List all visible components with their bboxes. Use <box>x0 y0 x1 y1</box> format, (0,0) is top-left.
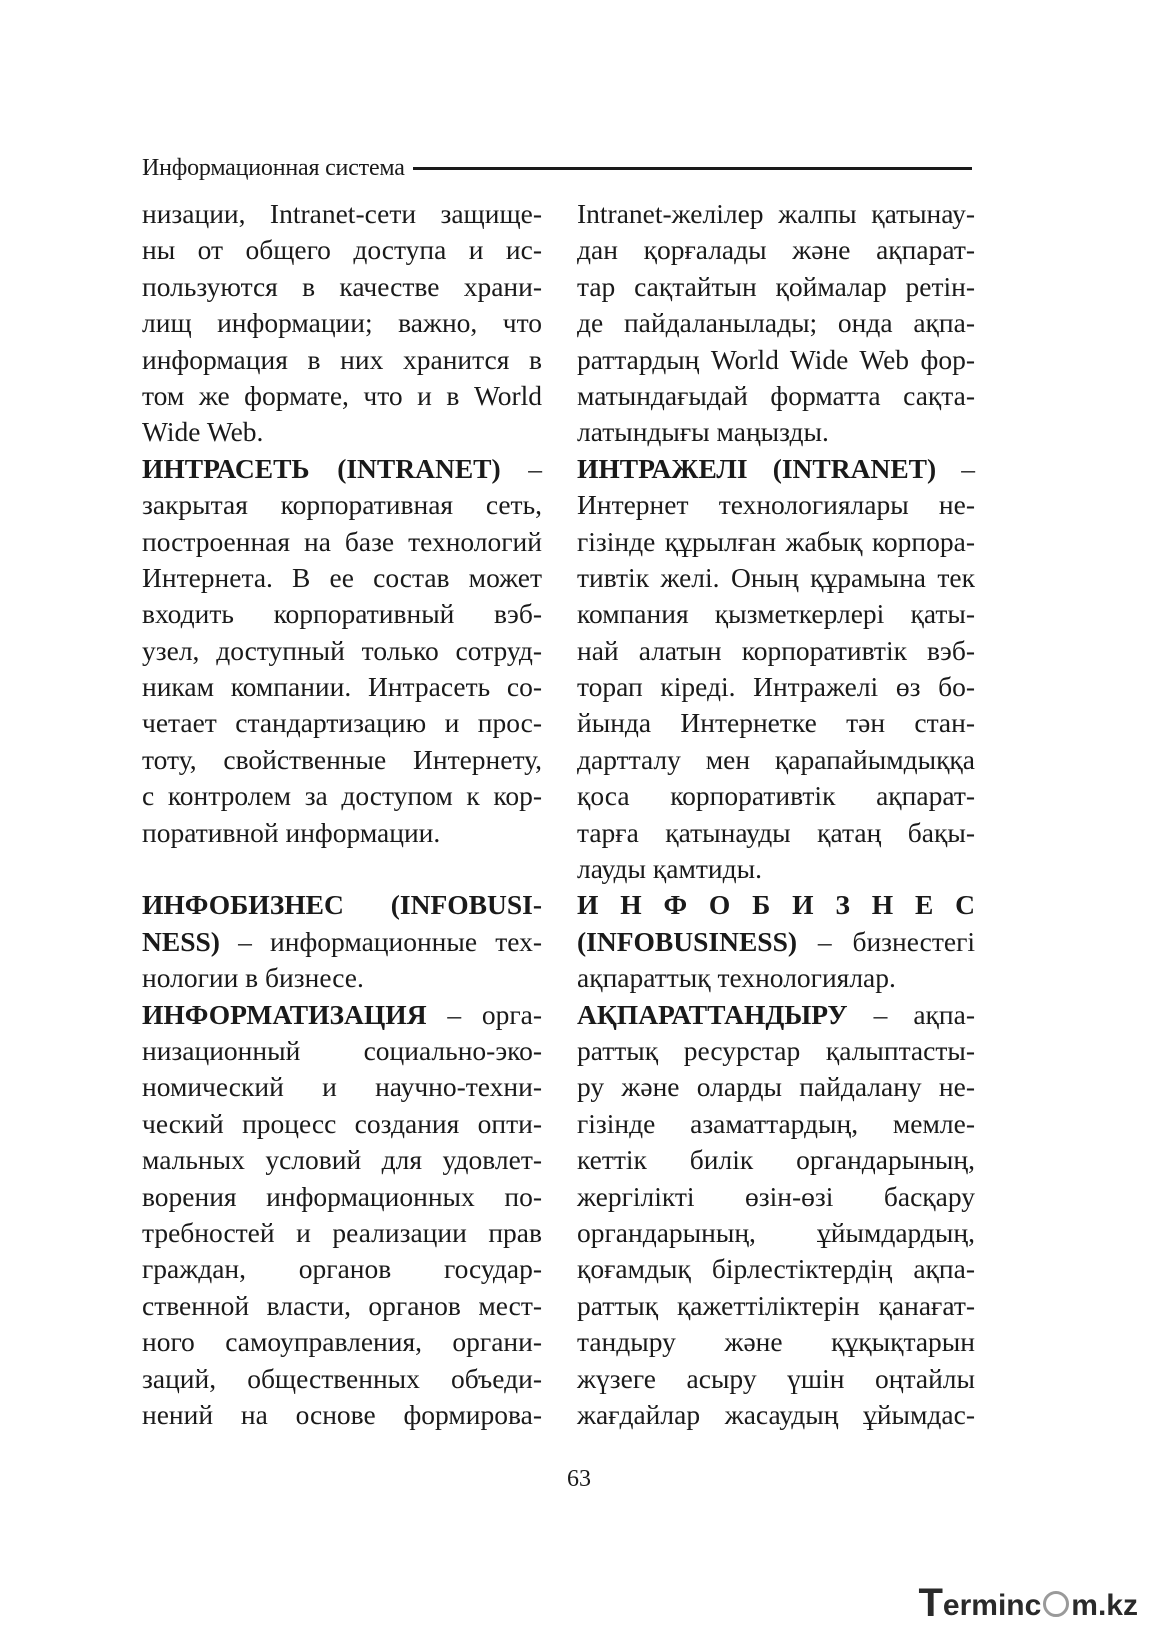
line-text: раттардың World Wide Web фор- <box>577 343 975 375</box>
text-line <box>577 1106 975 1142</box>
line-text: йында Интернетке тән стан- <box>577 707 975 739</box>
text-line <box>577 524 975 560</box>
text-line <box>142 1251 542 1287</box>
line-text: пользуются в качестве храни- <box>142 270 542 302</box>
text-line <box>142 887 542 923</box>
line-text: тивтік желі. Оның құрамына тек <box>577 561 975 593</box>
line-text: номический и научно-техни- <box>142 1071 542 1103</box>
text-line <box>142 305 542 341</box>
line-text: заций, общественных объеди- <box>142 1362 542 1394</box>
line-text: четает стандартизацию и прос- <box>142 707 542 739</box>
text-line <box>577 596 975 632</box>
text-line <box>577 997 975 1033</box>
text-line <box>577 1179 975 1215</box>
text-line <box>142 269 542 305</box>
line-text: жағдайлар жасаудың ұйымдас- <box>577 1398 975 1430</box>
text-line <box>577 414 975 450</box>
line-text: жүзеге асыру үшін оңтайлы <box>577 1362 975 1394</box>
line-text: тар сақтайтын қоймалар ретін- <box>577 270 975 302</box>
term-heading: АҚПАРАТТАНДЫРУ <box>577 998 848 1030</box>
text-line <box>577 378 975 414</box>
text-line <box>142 560 542 596</box>
term-heading: ИНТРАСЕТЬ (INTRANET) <box>142 452 501 484</box>
line-text: ного самоуправления, органи- <box>142 1326 542 1358</box>
text-line <box>577 815 975 851</box>
text-line <box>142 924 542 960</box>
line-text: ақпараттық технологиялар. <box>577 962 896 994</box>
line-text: ственной власти, органов мест- <box>142 1289 542 1321</box>
line-text: қоса корпоративтік ақпарат- <box>577 780 975 812</box>
text-line <box>577 887 975 923</box>
term-heading: (INFOBUSINESS) <box>577 925 798 957</box>
term-heading: ИНФОРМАТИЗАЦИЯ <box>142 998 427 1030</box>
term-heading: ИНТРАЖЕЛІ (INTRANET) <box>577 452 937 484</box>
line-text: нологии в бизнесе. <box>142 962 364 994</box>
line-text: Интернета. В ее состав может <box>142 561 542 593</box>
line-text: построенная на базе технологий <box>142 525 542 557</box>
line-text: дан қорғалады және ақпарат- <box>577 234 975 266</box>
text-line <box>577 560 975 596</box>
watermark-o-icon <box>1043 1591 1069 1617</box>
text-line <box>577 196 975 232</box>
line-text: входить корпоративный вэб- <box>142 598 542 630</box>
watermark-text-part1: erminc <box>942 1589 1042 1622</box>
line-text: – ақпа- <box>847 998 975 1030</box>
text-line <box>577 269 975 305</box>
line-text: ны от общего доступа и ис- <box>142 234 542 266</box>
text-line <box>577 451 975 487</box>
header-rule <box>413 167 972 170</box>
line-text: информация в них хранится в <box>142 343 542 375</box>
line-text: – бизнестегі <box>797 925 975 957</box>
line-text: Интернет технологиялары не- <box>577 489 975 521</box>
line-text: ру және оларды пайдалану не- <box>577 1071 975 1103</box>
text-line <box>577 742 975 778</box>
text-line <box>142 705 542 741</box>
page-number: 63 <box>567 1466 591 1492</box>
text-line <box>577 633 975 669</box>
line-text: лауды қамтиды. <box>577 853 762 885</box>
term-heading: ИНФОБИЗНЕС (INFOBUSI- <box>142 889 542 921</box>
text-line <box>142 1033 542 1069</box>
watermark-text-part2: m.kz <box>1071 1589 1138 1622</box>
text-line <box>577 232 975 268</box>
text-line <box>577 924 975 960</box>
line-text: Intranet-желілер жалпы қатынау- <box>577 198 975 229</box>
text-line <box>142 451 542 487</box>
term-heading: NESS) <box>142 925 220 957</box>
text-line <box>142 196 542 232</box>
line-text: ворения информационных по- <box>142 1180 542 1212</box>
text-line <box>142 1324 542 1360</box>
text-line <box>577 1324 975 1360</box>
line-text: жергілікті өзін-өзі басқару <box>577 1180 975 1212</box>
right-column-kazakh <box>577 196 975 1433</box>
text-line <box>577 1033 975 1069</box>
text-line <box>142 342 542 378</box>
text-line <box>142 487 542 523</box>
line-text: поративной информации. <box>142 816 441 848</box>
line-text: компания қызметкерлері қаты- <box>577 598 975 630</box>
line-text: қоғамдық бірлестіктердің ақпа- <box>577 1253 975 1285</box>
line-text: раттық қажеттіліктерін қанағат- <box>577 1289 975 1321</box>
line-text: де пайдаланылады; онда ақпа- <box>577 307 975 339</box>
text-line <box>577 1288 975 1324</box>
line-text: с контролем за доступом к кор- <box>142 780 542 812</box>
text-line <box>142 1142 542 1178</box>
text-line <box>577 1069 975 1105</box>
text-line <box>577 1251 975 1287</box>
paragraph-gap <box>142 851 542 887</box>
text-line <box>577 669 975 705</box>
line-text: ческий процесс создания опти- <box>142 1107 542 1139</box>
text-line <box>142 960 542 996</box>
text-line <box>142 378 542 414</box>
line-text: най алатын корпоративтік вэб- <box>577 634 975 666</box>
watermark-letter-t: T <box>918 1581 943 1625</box>
text-line <box>577 1142 975 1178</box>
line-text: никам компании. Интрасеть со- <box>142 671 542 703</box>
line-text: торап кіреді. Интражелі өз бо- <box>577 671 975 703</box>
line-text: нений на основе формирова- <box>142 1398 542 1430</box>
text-line <box>577 1361 975 1397</box>
line-text: закрытая корпоративная сеть, <box>142 489 542 521</box>
line-text: – орга- <box>426 998 542 1030</box>
line-text: – <box>500 452 542 484</box>
text-line <box>142 997 542 1033</box>
text-line <box>142 1179 542 1215</box>
line-text: тарға қатынауды қатаң бақы- <box>577 816 975 848</box>
text-line <box>142 1106 542 1142</box>
text-line <box>142 596 542 632</box>
line-text: латындығы маңызды. <box>577 416 829 448</box>
line-text: требностей и реализации прав <box>142 1216 542 1248</box>
line-text: узел, доступный только сотруд- <box>142 634 542 666</box>
text-line <box>142 524 542 560</box>
line-text: тандыру және құқықтарын <box>577 1326 975 1358</box>
line-text: том же формате, что и в World <box>142 379 542 411</box>
text-line <box>577 851 975 887</box>
termincom-watermark <box>918 1579 1138 1623</box>
line-text: низации, Intranet-сети защище- <box>142 198 542 229</box>
line-text: раттық ресурстар қалыптасты- <box>577 1034 975 1066</box>
text-line <box>577 960 975 996</box>
text-line <box>142 414 542 450</box>
text-line <box>577 1215 975 1251</box>
line-text: кеттік билік органдарының, <box>577 1144 975 1176</box>
line-text: гізінде құрылған жабық корпора- <box>577 525 975 557</box>
text-line <box>577 1397 975 1433</box>
line-text: тоту, свойственные Интернету, <box>142 743 542 775</box>
line-text: органдарының, ұйымдардың, <box>577 1216 975 1248</box>
text-line <box>577 778 975 814</box>
text-line <box>577 487 975 523</box>
running-header <box>142 150 972 186</box>
text-line <box>142 815 542 851</box>
text-line <box>577 305 975 341</box>
line-text: гізінде азаматтардың, мемле- <box>577 1107 975 1139</box>
text-line <box>142 1215 542 1251</box>
line-text: Wide Web. <box>142 416 264 448</box>
line-text: – <box>936 452 976 484</box>
text-line <box>142 742 542 778</box>
text-line <box>142 1361 542 1397</box>
left-column-russian <box>142 196 542 1433</box>
text-line <box>577 342 975 378</box>
line-text: – информационные тех- <box>219 925 542 957</box>
line-text: лищ информации; важно, что <box>142 307 542 339</box>
text-line <box>142 1288 542 1324</box>
text-line <box>142 669 542 705</box>
line-text: мальных условий для удовлет- <box>142 1144 542 1176</box>
text-line <box>142 633 542 669</box>
text-line <box>142 1397 542 1433</box>
text-line <box>142 1069 542 1105</box>
line-text: низационный социально-эко- <box>142 1034 542 1066</box>
line-text: граждан, органов государ- <box>142 1253 542 1285</box>
line-text: дартталу мен қарапайымдыққа <box>577 743 975 775</box>
text-line <box>577 705 975 741</box>
text-line <box>142 232 542 268</box>
line-text: матындағыдай форматта сақта- <box>577 379 975 411</box>
text-line <box>142 778 542 814</box>
header-title: Информационная система <box>142 154 405 181</box>
term-heading: И Н Ф О Б И З Н Е С <box>577 889 975 921</box>
